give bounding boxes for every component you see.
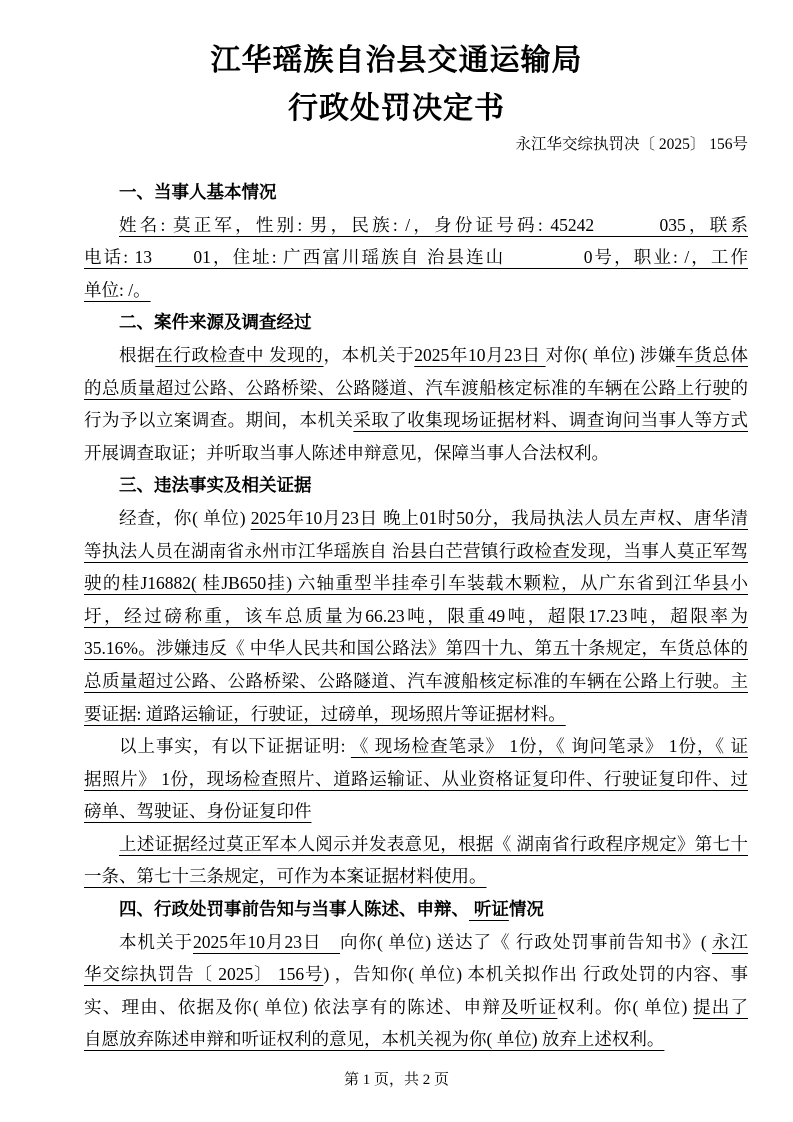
plain-text: 以上事实，有以下证据证明:: [119, 736, 351, 757]
underlined-text: 采取了收集现场证据材料、调查询问当事人等方式: [353, 410, 748, 431]
plain-text: 一、当事人基本情况: [119, 182, 277, 202]
text-line: [84, 535, 748, 568]
plain-text: 权利。你( 单位): [557, 996, 693, 1017]
text-line: [84, 1023, 748, 1056]
underlined-text: 驶的桂J16882( 桂JB650挂) 六轴重型半挂牵引车装载木颗粒，从广东省到江华县小: [84, 573, 748, 594]
text-line: [84, 209, 748, 242]
plain-text: ，本机关于: [323, 344, 415, 365]
text-line: [84, 795, 748, 828]
underlined-text: 华交综执罚告〔 2025〕 156号: [84, 964, 324, 985]
plain-text: 二、案件来源及调查经过: [119, 312, 312, 333]
text-line: [84, 763, 748, 796]
text-line: [84, 404, 748, 437]
section-heading: [84, 893, 748, 926]
text-line: [84, 926, 748, 959]
underlined-text: 提出了: [692, 996, 749, 1017]
plain-text: 根据: [119, 344, 156, 365]
underlined-text: 车货总体: [676, 344, 749, 365]
underlined-text: 2025年10月23日: [414, 344, 546, 365]
text-line: [84, 600, 748, 633]
underlined-text: 姓名: 莫正军，性别: 男，民族: /，身份证号码: 45242 035，联系: [119, 214, 748, 235]
underlined-text: 的总质量超过公路、公路桥梁、公路隧道、汽车渡船核定标准的车辆在公路上行驶: [84, 377, 731, 398]
text-line: [84, 372, 748, 405]
underlined-text: 据照片》 1份，现场检查照片、道路运输证、从业资格证复印件、行驶证复印件、过: [84, 768, 748, 789]
underlined-text: 单位: /。: [84, 279, 151, 300]
underlined-text: 2025年10月23日 晚上01时50分，我局执法人员左声权、唐华清: [250, 507, 749, 528]
underlined-text: 等执法人员在湖南省永州市江华瑶族自 治县白芒营镇行政检查发现，当事人莫正军驾: [84, 540, 748, 561]
text-line: [84, 958, 748, 991]
plain-text: 的: [730, 377, 748, 398]
plain-text: 情况: [508, 899, 544, 920]
underlined-text: 磅单、驾驶证、身份证复印件: [84, 801, 312, 822]
plain-text: 实、理由、依据及你( 单位) 依法享有的陈述、申辩: [84, 996, 502, 1017]
document-number: 永江华交综执罚决〔 2025〕 156号: [515, 136, 748, 153]
section-heading: [84, 469, 748, 502]
text-line: [84, 437, 748, 470]
underlined-text: 上述证据经过莫正军本人阅示并发表意见，根据《 湖南省行政程序规定》第七十: [119, 833, 748, 854]
text-line: [84, 241, 748, 274]
underlined-text: 在行政检查中 发现的: [155, 344, 324, 365]
section-heading: [84, 176, 748, 209]
plain-text: 本机关于: [119, 931, 194, 952]
text-line: [84, 632, 748, 665]
underlined-text: 永江: [712, 931, 749, 952]
section-heading: [84, 306, 748, 339]
text-line: [84, 502, 748, 535]
plain-text: ) ，告知你( 单位) 本机关拟作出 行政处罚的内容、事: [323, 964, 748, 985]
underlined-text: 35.16%。涉嫌违反《 中华人民共和国公路法》第四十九、第五十条规定，车货总体的: [84, 638, 748, 659]
underlined-text: 听证: [469, 899, 509, 920]
document-type-title: 行政处罚决定书: [288, 92, 505, 125]
plain-text: 三、违法事实及相关证据: [119, 475, 312, 496]
text-line: [84, 991, 748, 1024]
text-line: [84, 828, 748, 861]
agency-title: 江华瑶族自治县交通运输局: [210, 44, 583, 77]
page-number-footer: 第 1 页，共 2 页: [343, 1072, 449, 1088]
plain-text: 对你( 单位) 涉嫌: [545, 344, 677, 365]
text-line: [84, 860, 748, 893]
text-line: [84, 567, 748, 600]
underlined-text: 及听证: [501, 996, 558, 1017]
plain-text: 开展调查取证；并听取当事人陈述申辩意见，保障当事人合法权利。: [84, 442, 609, 463]
underlined-text: 《 现场检查笔录》 1份，《 询问笔录》 1份，《 证: [350, 736, 748, 757]
text-line: [84, 698, 748, 731]
text-line: [84, 730, 748, 763]
text-line: [84, 665, 748, 698]
underlined-text: 一条、第七十三条规定，可作为本案证据材料使用。: [84, 866, 487, 887]
text-line: [84, 339, 748, 372]
plain-text: 四、行政处罚事前告知与当事人陈述、申辩、: [119, 899, 469, 920]
underlined-text: 自愿放弃陈述申辩和听证权利的意见，本机关视为你( 单位) 放弃上述权利。: [84, 1029, 665, 1050]
underlined-text: 圩，经过磅称重，该车总质量为66.23吨，限重49吨，超限17.23吨，超限率为: [84, 605, 748, 626]
plain-text: 行为予以立案调查。期间，本机关: [84, 410, 354, 431]
document-body: [84, 176, 748, 1056]
underlined-text: 总质量超过公路、公路桥梁、公路隧道、汽车渡船核定标准的车辆在公路上行驶。主: [84, 670, 748, 691]
underlined-text: 2025年10月23日: [193, 931, 341, 952]
underlined-text: 电话: 13 01，住址: 广西富川瑶族自 治县连山 0号，职业: /，工作: [84, 247, 748, 268]
plain-text: 经查，你( 单位): [119, 507, 251, 528]
underlined-text: 要证据: 道路运输证，行驶证，过磅单，现场照片等证据材料。: [84, 703, 566, 724]
plain-text: 向你( 单位) 送达了《 行政处罚事前告知书》(: [340, 931, 713, 952]
text-line: [84, 274, 748, 307]
